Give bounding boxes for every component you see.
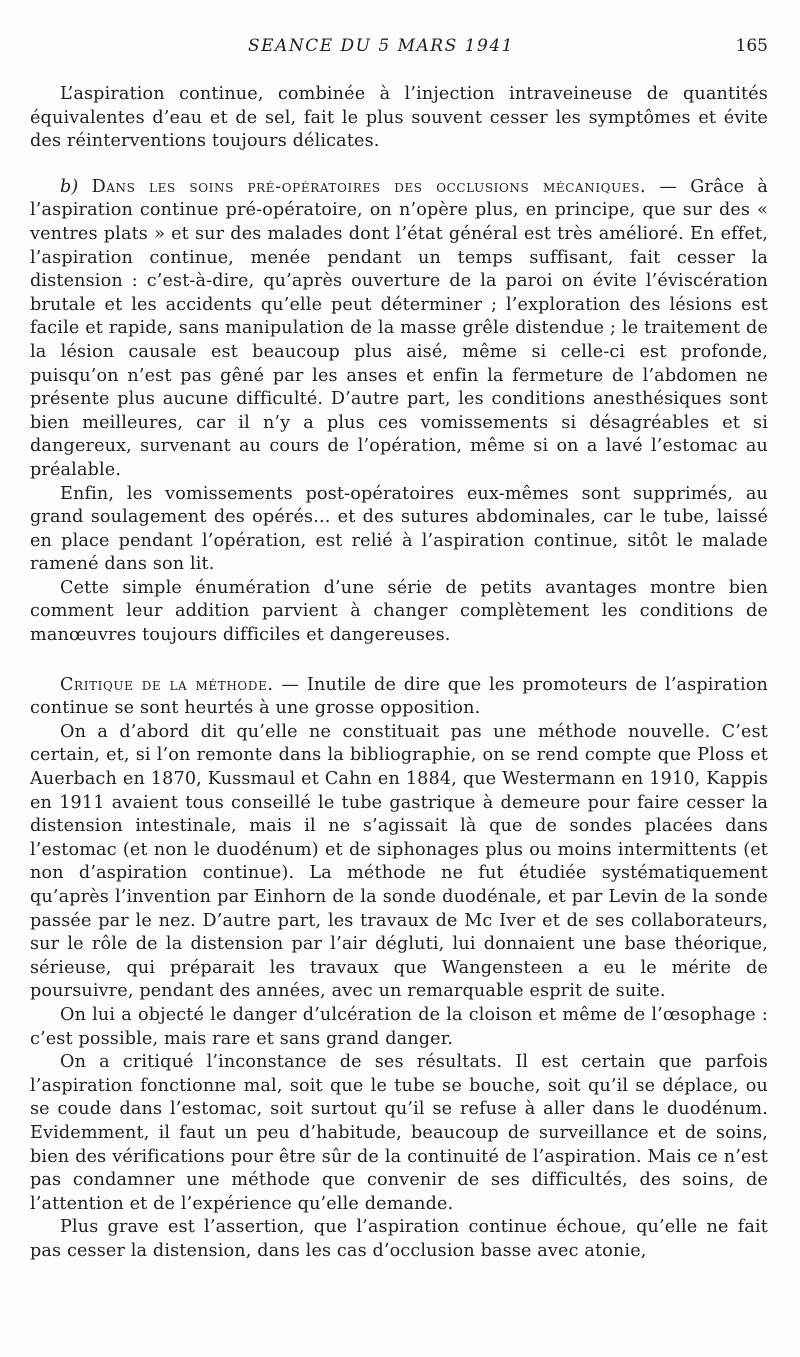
paragraph-inconstant-results bbox=[30, 1051, 768, 1216]
section-heading: Dans les soins pré-opératoires des occlusions mécaniques. bbox=[91, 176, 647, 197]
paragraph-method-critique bbox=[30, 674, 768, 721]
section-label: b) bbox=[60, 176, 79, 197]
paragraph-postoperative-vomiting bbox=[30, 483, 768, 577]
paragraph-text: — Grâce à l’aspiration continue pré-opératoire, on n’opère plus, en principe, que sur des « ventres plats » et sur des malades dont l’état général est très amélioré. En effet, l’aspiration continue, menée pendant un temps suffisant, fait cesser la distension : c’est-à-dire, qu’après ouverture de la paroi on évite l’éviscération brutale et les accidents qu’elle peut déterminer ; l’exploration des lésions est facile et rapide, sans manipulation de la masse grêle distendue ; le traitement de la lésion causale est beaucoup plus aisé, même si celle-ci est profonde, puisqu’on n’est pas gêné par les anses et enfin la fermeture de l’abdomen ne présente plus aucune difficulté. D’autre part, les conditions anesthésiques sont bien meilleures, car il n’y a plus ces vomissements si désagréables et si dangereux, survenant au cours de l’opération, même si on a lavé l’estomac au préalable. bbox=[30, 176, 768, 480]
paragraph-text: L’aspiration continue, combinée à l’injection intraveineuse de quantités équivalentes d’eau et de sel, fait le plus souvent cesser les symptômes et évite des réinterventions toujours délicates. bbox=[30, 84, 768, 152]
paragraph-text: On lui a objecté le danger d’ulcération de la cloison et même de l’œsophage : c’est possible, mais rare et sans grand danger. bbox=[30, 1004, 768, 1049]
paragraph-text: Enfin, les vomissements post-opératoires eux-mêmes sont supprimés, au grand soulagement des opérés... et des sutures abdominales, car le tube, laissé en place pendant l’opération, est relié à l’aspiration continue, sitôt le malade ramené dans son lit. bbox=[30, 483, 768, 575]
paragraph-enumeration bbox=[30, 577, 768, 648]
paragraph-text: Cette simple énumération d’une série de petits avantages montre bien comment leur addition parvient à changer complètement les conditions de manœuvres toujours difficiles et dangereuses. bbox=[30, 577, 768, 646]
paragraph-text: — Inutile de dire que les promoteurs de l’aspiration continue se sont heurtés à une grosse opposition. bbox=[30, 674, 768, 719]
paragraph-ulceration-danger bbox=[30, 1004, 768, 1051]
page-number: 165 bbox=[735, 36, 768, 56]
section-heading: Critique de la méthode. bbox=[60, 674, 274, 695]
paragraph-text: On a d’abord dit qu’elle ne constituait pas une méthode nouvelle. C’est certain, et, si l’on remonte dans la bibliographie, on se rend compte que Ploss et Auerbach en 1870, Kussmaul et Cahn en 1884, que Westermann en 1910, Kappis en 1911 avaient tous conseillé le tube gastrique à demeure pour faire cesser la distension intestinale, mais il ne s’agissait là que de sondes placées dans l’estomac (et non le duodénum) et de siphonages plus ou moins intermittents (et non d’aspiration continue). La méthode ne fut étudiée systématiquement qu’après l’invention par Einhorn de la sonde duodénale, et par Levin de la sonde passée par le nez. D’autre part, les travaux de Mc Iver et de ses collaborateurs, sur le rôle de la distension par l’air dégluti, lui donnaient une base théorique, sérieuse, qui préparait les travaux que Wangensteen a eu le mérite de poursuivre, pendant des années, avec un remarquable esprit de suite. bbox=[30, 721, 768, 1002]
paragraph-text: Plus grave est l’assertion, que l’aspiration continue échoue, qu’elle ne fait pas cesser la distension, dans les cas d’occlusion basse avec atonie, bbox=[30, 1217, 768, 1261]
paragraph-aspiration-summary bbox=[30, 83, 768, 154]
paragraph-not-new-method bbox=[30, 721, 768, 1004]
running-header bbox=[0, 36, 800, 64]
paragraph-preoperative-care bbox=[30, 176, 768, 483]
paragraph-serious-assertion bbox=[30, 1216, 768, 1263]
body-text bbox=[30, 83, 768, 1264]
paragraph-text: On a critiqué l’inconstance de ses résultats. Il est certain que parfois l’aspiration fonctionne mal, soit que le tube se bouche, soit qu’il se déplace, ou se coude dans l’estomac, soit surtout qu’il se refuse à aller dans le duodénum. Evidemment, il faut un peu d’habitude, beaucoup de surveillance et de soins, bien des vérifications pour être sûr de la continuité de l’aspiration. Mais ce n’est pas condamner une méthode que convenir de ses difficultés, des soins, de l’attention et de l’expérience qu’elle demande. bbox=[30, 1052, 768, 1214]
header-title: SEANCE DU 5 MARS 1941 bbox=[248, 36, 514, 56]
